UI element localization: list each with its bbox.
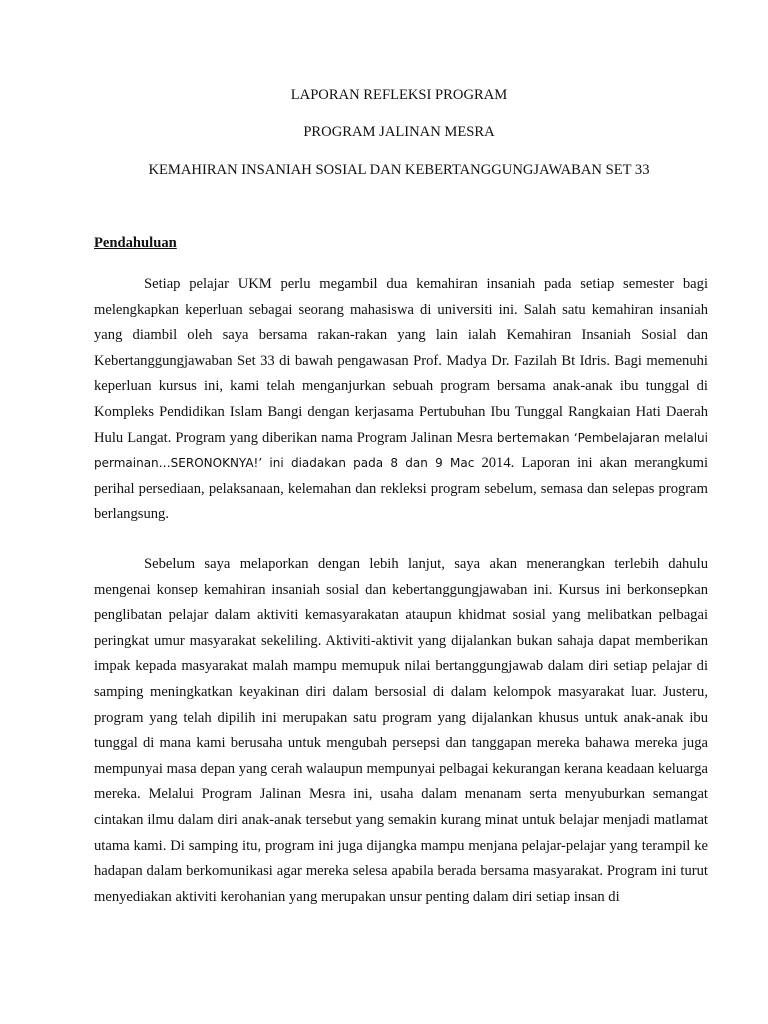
report-title: LAPORAN REFLEKSI PROGRAM [290,87,508,103]
paragraph-introduction [94,272,708,528]
course-title: KEMAHIRAN INSANIAH SOSIAL DAN KEBERTANGGUNGJAWABAN SET 33 [148,162,650,178]
program-title: PROGRAM JALINAN MESRA [303,124,495,140]
paragraph1-theme-text: bertemakan ‘Pembelajaran melalui permainan…SERONOKNYA!’ ini diadakan pada 8 dan 9 Mac [94,430,708,471]
paragraph1-part-a: Setiap pelajar UKM perlu megambil dua kemahiran insaniah pada setiap semester bagi melengkapkan keperluan sebagai seorang mahasiswa di universiti ini. Salah satu kemahiran insaniah yang diambil oleh saya bersama rakan-rakan yang lain ialah Kemahiran Insaniah Sosial dan Kebertanggungjawaban Set 33 di bawah pengawasan Prof. Madya Dr. Fazilah Bt Idris. Bagi memenuhi keperluan kursus ini, kami telah menganjurkan sebuah program bersama anak-anak ibu tunggal di Kompleks Pendidikan Islam Bangi dengan kerjasama Pertubuhan Ibu Tunggal Rangkaian Hati Daerah Hulu Langat. Program yang diberikan nama Program Jalinan Mesra [94,276,708,446]
paragraph-concept [94,552,708,910]
paragraph2-text: Sebelum saya melaporkan dengan lebih lanjut, saya akan menerangkan terlebih dahulu mengenai konsep kemahiran insaniah sosial dan kebertanggungjawaban ini. Kursus ini berkonsepkan penglibatan pelajar dalam aktiviti kemasyarakatan ataupun khidmat sosial yang melibatkan pelbagai peringkat umur masyarakat sekeliling. Aktiviti-aktivit yang dijalankan bukan sahaja dapat memberikan impak kepada masyarakat malah mampu memupuk nilai bertanggungjawab dalam diri setiap pelajar di samping meningkatkan keyakinan diri dalam bersosial di dalam kelompok masyarakat luar. Justeru, program yang telah dipilih ini merupakan satu program yang dijalankan khusus untuk anak-anak ibu tunggal di mana kami berusaha untuk mengubah persepsi dan tanggapan mereka bahawa mereka juga mempunyai masa depan yang cerah walaupun mempunyai pelbagai kekurangan kerana keadaan keluarga mereka. Melalui Program Jalinan Mesra ini, usaha dalam menanam serta menyuburkan semangat cintakan ilmu dalam diri anak-anak tersebut yang semakin kurang minat untuk belajar menjadi matlamat utama kami. Di samping itu, program ini juga dijangka mampu menjana pelajar-pelajar yang terampil ke hadapan dalam berkomunikasi agar mereka selesa apabila berada bersama masyarakat. Program ini turut menyediakan aktiviti kerohanian yang merupakan unsur penting dalam diri setiap insan di [94,556,708,905]
section-heading: Pendahuluan [94,235,177,251]
paragraph1-part-c: 2014. Laporan ini akan merangkumi perihal persediaan, pelaksanaan, kelemahan dan rekleksi program sebelum, semasa dan selepas program berlangsung. [94,455,709,523]
